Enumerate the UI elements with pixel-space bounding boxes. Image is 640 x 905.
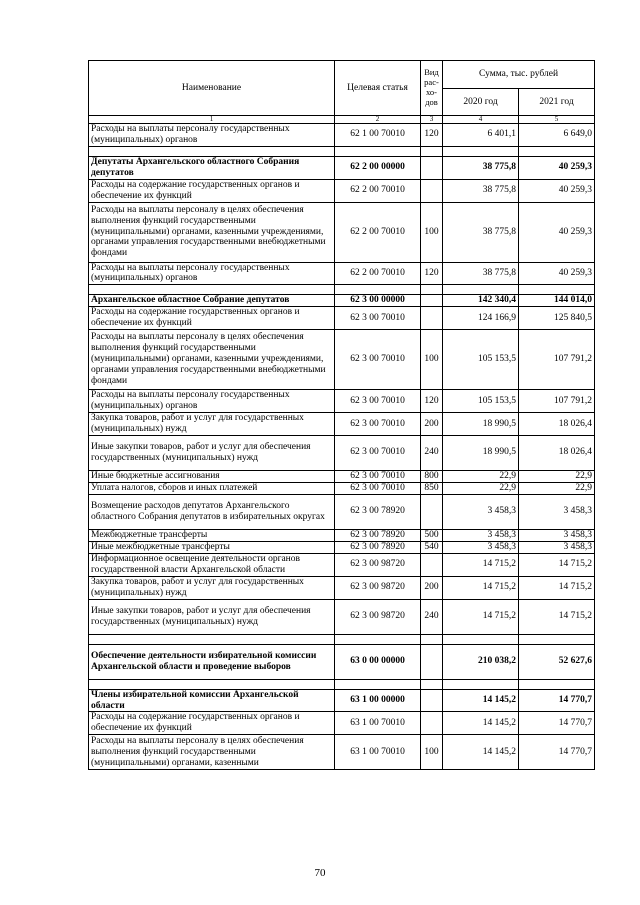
row-name: Уплата налогов, сборов и иных платежей <box>89 482 335 494</box>
row-name: Расходы на содержание государственных органов и обеспечение их функций <box>89 712 335 735</box>
empty-cell <box>335 634 421 644</box>
empty-cell <box>519 679 595 689</box>
row-sum-2021: 3 458,3 <box>519 494 595 529</box>
row-expense-kind: 850 <box>421 482 443 494</box>
budget-table <box>88 60 595 770</box>
row-name: Расходы на содержание государственных органов и обеспечение их функций <box>89 307 335 330</box>
row-target-article: 62 3 00 70010 <box>335 413 421 436</box>
section-row <box>89 295 595 307</box>
table-row <box>89 330 595 390</box>
table-row <box>89 262 595 285</box>
spacer-row <box>89 634 595 644</box>
table-row <box>89 529 595 541</box>
row-name: Расходы на выплаты персоналу в целях обеспечения выполнения функций государственными (муниципальными) органами, казенными <box>89 735 335 770</box>
row-expense-kind <box>421 307 443 330</box>
empty-cell <box>519 634 595 644</box>
row-sum-2021: 3 458,3 <box>519 541 595 553</box>
row-expense-kind: 120 <box>421 262 443 285</box>
row-name: Расходы на выплаты персоналу государственных (муниципальных) органов <box>89 262 335 285</box>
row-sum-2020: 210 038,2 <box>443 644 519 679</box>
row-target-article: 62 1 00 70010 <box>335 124 421 147</box>
row-sum-2020: 3 458,3 <box>443 541 519 553</box>
row-expense-kind: 200 <box>421 576 443 599</box>
row-sum-2021: 40 259,3 <box>519 202 595 262</box>
row-expense-kind: 100 <box>421 330 443 390</box>
column-number: 2 <box>335 116 421 124</box>
row-name: Иные закупки товаров, работ и услуг для обеспечения государственных (муниципальных) нужд <box>89 599 335 634</box>
row-sum-2021: 144 014,0 <box>519 295 595 307</box>
empty-cell <box>335 679 421 689</box>
row-sum-2021: 125 840,5 <box>519 307 595 330</box>
row-name: Иные межбюджетные трансферты <box>89 541 335 553</box>
spacer-row <box>89 285 595 295</box>
row-sum-2021: 107 791,2 <box>519 330 595 390</box>
table-row <box>89 470 595 482</box>
row-target-article: 62 3 00 98720 <box>335 553 421 576</box>
row-name: Расходы на выплаты персоналу в целях обеспечения выполнения функций государственными (муниципальными) органами, казенными учреждениями, органами управления государственными внебюджетными фондами <box>89 330 335 390</box>
row-target-article: 62 3 00 70010 <box>335 330 421 390</box>
row-expense-kind: 800 <box>421 470 443 482</box>
row-target-article: 62 3 00 78920 <box>335 529 421 541</box>
row-sum-2020: 14 145,2 <box>443 735 519 770</box>
table-row <box>89 576 595 599</box>
row-sum-2020: 38 775,8 <box>443 202 519 262</box>
table-row <box>89 413 595 436</box>
empty-cell <box>421 634 443 644</box>
table-row <box>89 735 595 770</box>
empty-cell <box>443 285 519 295</box>
row-sum-2020: 14 715,2 <box>443 576 519 599</box>
row-name: Депутаты Архангельского областного Собрания депутатов <box>89 156 335 179</box>
row-target-article: 63 1 00 70010 <box>335 712 421 735</box>
empty-cell <box>335 285 421 295</box>
row-target-article: 63 1 00 70010 <box>335 735 421 770</box>
row-target-article: 62 3 00 70010 <box>335 470 421 482</box>
row-name: Расходы на содержание государственных органов и обеспечение их функций <box>89 179 335 202</box>
row-target-article: 63 1 00 00000 <box>335 689 421 712</box>
row-sum-2021: 22,9 <box>519 482 595 494</box>
row-sum-2021: 18 026,4 <box>519 435 595 470</box>
row-name: Члены избирательной комиссии Архангельской области <box>89 689 335 712</box>
table-row <box>89 179 595 202</box>
row-expense-kind: 500 <box>421 529 443 541</box>
empty-cell <box>421 285 443 295</box>
row-sum-2020: 3 458,3 <box>443 494 519 529</box>
section-row <box>89 644 595 679</box>
row-target-article: 62 3 00 98720 <box>335 576 421 599</box>
row-sum-2021: 14 715,2 <box>519 576 595 599</box>
empty-cell <box>443 634 519 644</box>
table-row <box>89 712 595 735</box>
row-sum-2020: 18 990,5 <box>443 413 519 436</box>
row-sum-2021: 40 259,3 <box>519 179 595 202</box>
empty-cell <box>89 679 335 689</box>
row-sum-2021: 14 715,2 <box>519 553 595 576</box>
row-target-article: 63 0 00 00000 <box>335 644 421 679</box>
row-sum-2020: 105 153,5 <box>443 330 519 390</box>
row-target-article: 62 3 00 70010 <box>335 435 421 470</box>
row-target-article: 62 3 00 70010 <box>335 307 421 330</box>
row-sum-2020: 38 775,8 <box>443 156 519 179</box>
empty-cell <box>519 146 595 156</box>
row-name: Информационное освещение деятельности органов государственной власти Архангельской области <box>89 553 335 576</box>
row-target-article: 62 3 00 98720 <box>335 599 421 634</box>
row-name: Обеспечение деятельности избирательной комиссии Архангельской области и проведение выборов <box>89 644 335 679</box>
row-sum-2020: 22,9 <box>443 482 519 494</box>
spacer-row <box>89 679 595 689</box>
row-name: Иные закупки товаров, работ и услуг для обеспечения государственных (муниципальных) нужд <box>89 435 335 470</box>
header-sum: Сумма, тыс. рублей <box>443 61 595 89</box>
row-sum-2020: 142 340,4 <box>443 295 519 307</box>
row-target-article: 62 3 00 78920 <box>335 494 421 529</box>
empty-cell <box>89 285 335 295</box>
row-sum-2020: 14 145,2 <box>443 712 519 735</box>
row-sum-2020: 6 401,1 <box>443 124 519 147</box>
column-number: 4 <box>443 116 519 124</box>
row-name: Закупка товаров, работ и услуг для государственных (муниципальных) нужд <box>89 413 335 436</box>
row-sum-2020: 38 775,8 <box>443 262 519 285</box>
header-year-2021: 2021 год <box>519 89 595 116</box>
empty-cell <box>443 679 519 689</box>
row-expense-kind: 100 <box>421 735 443 770</box>
row-sum-2021: 14 770,7 <box>519 689 595 712</box>
table-row <box>89 307 595 330</box>
row-sum-2021: 14 770,7 <box>519 712 595 735</box>
row-sum-2020: 22,9 <box>443 470 519 482</box>
table-row <box>89 202 595 262</box>
table-row <box>89 553 595 576</box>
row-name: Расходы на выплаты персоналу в целях обеспечения выполнения функций государственными (муниципальными) органами, казенными учреждениями, органами управления государственными внебюджетными фондами <box>89 202 335 262</box>
header-name: Наименование <box>89 61 335 116</box>
table-row <box>89 494 595 529</box>
header-article: Целевая статья <box>335 61 421 116</box>
row-expense-kind: 240 <box>421 435 443 470</box>
row-sum-2021: 107 791,2 <box>519 390 595 413</box>
row-name: Расходы на выплаты персоналу государственных (муниципальных) органов <box>89 124 335 147</box>
row-sum-2020: 38 775,8 <box>443 179 519 202</box>
row-sum-2021: 52 627,6 <box>519 644 595 679</box>
row-expense-kind: 120 <box>421 124 443 147</box>
row-expense-kind <box>421 156 443 179</box>
page-number: 70 <box>314 867 326 879</box>
row-expense-kind: 240 <box>421 599 443 634</box>
row-sum-2020: 3 458,3 <box>443 529 519 541</box>
row-name: Закупка товаров, работ и услуг для государственных (муниципальных) нужд <box>89 576 335 599</box>
row-sum-2020: 14 145,2 <box>443 689 519 712</box>
row-sum-2021: 14 770,7 <box>519 735 595 770</box>
row-expense-kind <box>421 553 443 576</box>
row-name: Архангельское областное Собрание депутатов <box>89 295 335 307</box>
empty-cell <box>519 285 595 295</box>
row-name: Межбюджетные трансферты <box>89 529 335 541</box>
row-expense-kind <box>421 179 443 202</box>
section-row <box>89 156 595 179</box>
row-expense-kind: 100 <box>421 202 443 262</box>
column-number: 1 <box>89 116 335 124</box>
row-sum-2021: 18 026,4 <box>519 413 595 436</box>
row-sum-2021: 3 458,3 <box>519 529 595 541</box>
empty-cell <box>335 146 421 156</box>
row-sum-2020: 14 715,2 <box>443 599 519 634</box>
row-expense-kind <box>421 295 443 307</box>
row-sum-2021: 40 259,3 <box>519 262 595 285</box>
empty-cell <box>421 146 443 156</box>
table-row <box>89 124 595 147</box>
row-sum-2020: 14 715,2 <box>443 553 519 576</box>
row-expense-kind <box>421 689 443 712</box>
row-sum-2021: 14 715,2 <box>519 599 595 634</box>
spacer-row <box>89 146 595 156</box>
empty-cell <box>443 146 519 156</box>
row-sum-2020: 124 166,9 <box>443 307 519 330</box>
row-expense-kind <box>421 712 443 735</box>
empty-cell <box>421 679 443 689</box>
row-expense-kind <box>421 494 443 529</box>
row-target-article: 62 2 00 70010 <box>335 262 421 285</box>
row-sum-2020: 18 990,5 <box>443 435 519 470</box>
row-sum-2021: 40 259,3 <box>519 156 595 179</box>
row-name: Расходы на выплаты персоналу государственных (муниципальных) органов <box>89 390 335 413</box>
row-target-article: 62 3 00 78920 <box>335 541 421 553</box>
header-year-2020: 2020 год <box>443 89 519 116</box>
row-name: Иные бюджетные ассигнования <box>89 470 335 482</box>
row-sum-2020: 105 153,5 <box>443 390 519 413</box>
row-sum-2021: 6 649,0 <box>519 124 595 147</box>
table-row <box>89 390 595 413</box>
row-expense-kind: 200 <box>421 413 443 436</box>
row-target-article: 62 3 00 00000 <box>335 295 421 307</box>
header-kind: Вид рас-хо-дов <box>421 61 443 116</box>
table-row <box>89 599 595 634</box>
empty-cell <box>89 634 335 644</box>
row-sum-2021: 22,9 <box>519 470 595 482</box>
section-row <box>89 689 595 712</box>
row-name: Возмещение расходов депутатов Архангельского областного Собрания депутатов в избирательных округах <box>89 494 335 529</box>
row-target-article: 62 2 00 70010 <box>335 179 421 202</box>
column-number: 5 <box>519 116 595 124</box>
row-target-article: 62 2 00 00000 <box>335 156 421 179</box>
row-expense-kind <box>421 644 443 679</box>
row-target-article: 62 2 00 70010 <box>335 202 421 262</box>
row-expense-kind: 120 <box>421 390 443 413</box>
row-expense-kind: 540 <box>421 541 443 553</box>
row-target-article: 62 3 00 70010 <box>335 390 421 413</box>
row-target-article: 62 3 00 70010 <box>335 482 421 494</box>
empty-cell <box>89 146 335 156</box>
table-row <box>89 482 595 494</box>
table-row <box>89 541 595 553</box>
column-number: 3 <box>421 116 443 124</box>
table-row <box>89 435 595 470</box>
